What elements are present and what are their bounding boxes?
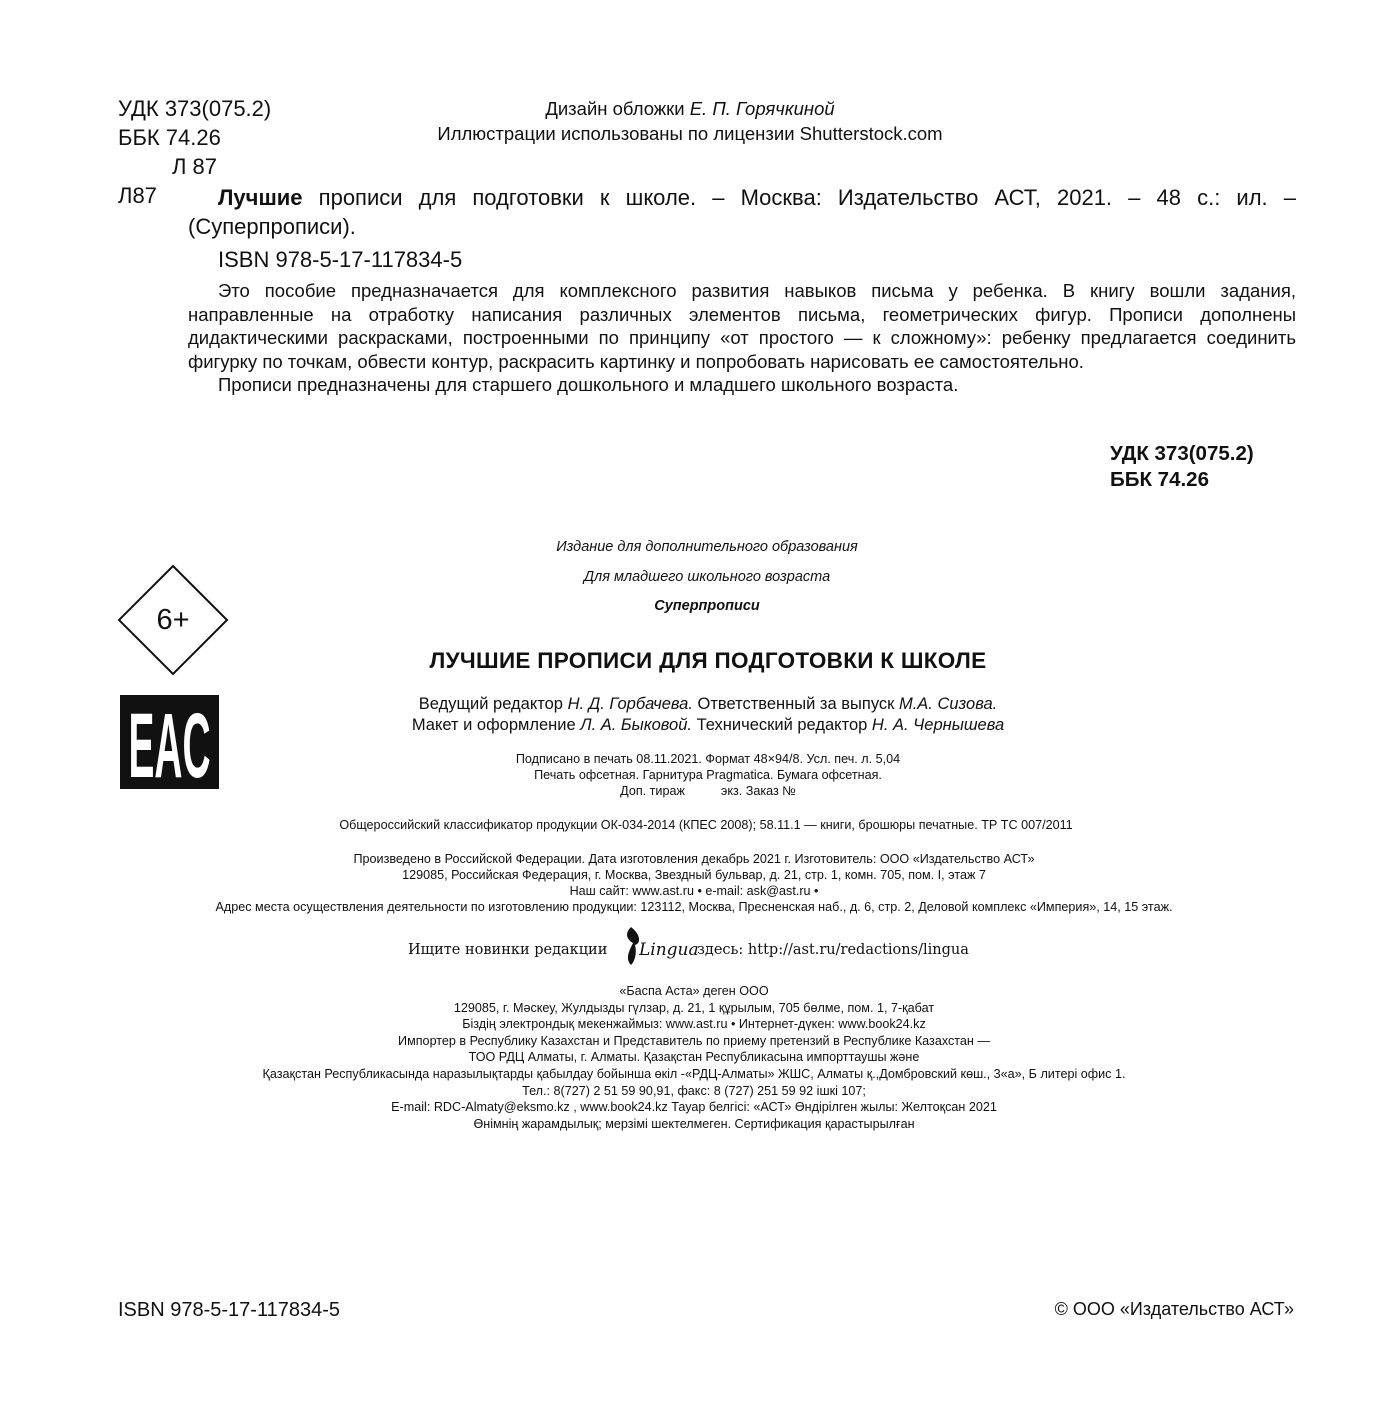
kz-line-3: Біздің электрондық мекенжаймыз: www.ast.ru • Интернет-дүкен: www.book24.kz xyxy=(462,1017,926,1032)
cover-design-label: Дизайн обложки xyxy=(545,98,685,119)
editors-line-2 xyxy=(300,715,1116,736)
series-name: Суперпрописи xyxy=(654,598,760,614)
edition-purpose: Издание для дополнительного образования xyxy=(556,539,858,555)
extra-print-run: Доп. тираж xyxy=(620,784,685,798)
print-info-line-1: Подписано в печать 08.11.2021. Формат 48×94/8. Усл. печ. л. 5,04 xyxy=(515,752,901,766)
kz-line-1: «Баспа Аста» деген ООО xyxy=(619,984,769,998)
order-number: экз. Заказ № xyxy=(720,784,796,798)
kz-line-5: ТОО РДЦ Алматы, г. Алматы. Қазақстан Республикасына импорттаушы және xyxy=(468,1050,920,1065)
responsible-name: М.А. Сизова. xyxy=(898,695,998,713)
lingua-logo-icon xyxy=(619,921,699,969)
cover-designer-name: Е. П. Горячкиной xyxy=(689,98,835,119)
producer-line-3: Наш сайт: www.ast.ru • e-mail: ask@ast.ru • xyxy=(569,884,819,898)
responsible-label: Ответственный за выпуск xyxy=(697,695,895,713)
book-title-bold: Лучшие xyxy=(218,185,303,210)
editors-block xyxy=(300,694,1116,736)
producer-info xyxy=(40,851,1348,915)
eac-certification-logo-icon xyxy=(120,695,219,797)
product-classifier: Общероссийский классификатор продукции ОК-034-2014 (КПЕС 2008); 58.11.1 — книги, брошюры печатные. ТР ТС 007/2011 xyxy=(339,818,1073,832)
lingua-prefix: Ищите новинки редакции xyxy=(408,942,608,958)
cover-credits xyxy=(400,96,980,146)
book-title: ЛУЧШИЕ ПРОПИСИ ДЛЯ ПОДГОТОВКИ К ШКОЛЕ xyxy=(429,648,987,673)
kz-line-7: Тел.: 8(727) 2 51 59 90,91, факс: 8 (727) 251 59 92 ішкі 107; xyxy=(522,1083,866,1098)
edition-audience: Для младшего школьного возраста xyxy=(583,569,831,585)
author-sign: Л 87 xyxy=(172,154,218,179)
layout-name: Л. А. Быковой. xyxy=(580,716,692,734)
cover-design-line xyxy=(400,96,980,121)
annotation-paragraph-2: Прописи предназначены для старшего дошкольного и младшего школьного возраста. xyxy=(218,374,959,396)
kz-line-8: E-mail: RDC-Almaty@eksmo.kz , www.book24.kz Тауар белгісі: «АСТ» Өндірілген жылы: Желтоқсан 2021 xyxy=(391,1100,997,1115)
annotation xyxy=(188,279,1296,397)
eac-logo-letters: EAC xyxy=(128,695,211,797)
udk-block-top xyxy=(118,94,271,181)
bbk-code-right: ББК 74.26 xyxy=(1110,468,1209,491)
kazakhstan-info xyxy=(40,983,1348,1132)
kz-line-4: Импортер в Республику Казахстан и Представитель по приему претензий в Республике Казахстан — xyxy=(398,1033,990,1048)
udk-block-right xyxy=(1110,441,1254,493)
lead-editor-label: Ведущий редактор xyxy=(418,695,563,713)
kz-line-9: Өнімнің жарамдылық; мерзімі шектелмеген. Сертификация қарастырылған xyxy=(473,1116,915,1131)
layout-label: Макет и оформление xyxy=(411,716,576,734)
catalog-isbn: ISBN 978-5-17-117834-5 xyxy=(218,247,463,272)
age-rating: 6+ xyxy=(156,604,190,636)
kz-line-2: 129085, г. Мәскеу, Жулдызды гүлзар, д. 21, 1 құрылым, 705 бөлме, пом. 1, 7-қабат xyxy=(453,1000,935,1015)
tech-editor-label: Технический редактор xyxy=(696,716,868,734)
udk-code: УДК 373(075.2) xyxy=(118,96,272,121)
illustrations-license: Иллюстрации использованы по лицензии Shutterstock.com xyxy=(437,123,943,144)
udk-code-right: УДК 373(075.2) xyxy=(1110,442,1254,465)
catalog-description-paragraph xyxy=(188,183,1296,241)
print-info-line-3 xyxy=(300,783,1116,799)
footer-isbn: ISBN 978-5-17-117834-5 xyxy=(118,1299,340,1321)
producer-line-4: Адрес места осуществления деятельности по изготовлению продукции: 123112, Москва, Пресненская наб., д. 6, стр. 2, Деловой комплекс «Империя», 14, 15 этаж. xyxy=(215,900,1173,914)
catalog-description: прописи для подготовки к школе. – Москва: Издательство АСТ, 2021. – 48 с.: ил. – (Суперпрописи). xyxy=(188,185,1297,239)
kz-line-6: Қазақстан Республикасында наразылықтарды қабылдау бойынша өкіл -«РДЦ-Алматы» ЖШС, Алматы қ.,Домбровский көш., 3«а», Б литерi офис 1. xyxy=(262,1066,1126,1081)
catalog-code: Л87 xyxy=(118,183,157,208)
footer-copyright: © ООО «Издательство АСТ» xyxy=(1054,1299,1294,1319)
print-info xyxy=(300,751,1116,799)
producer-line-1: Произведено в Российской Федерации. Дата изготовления декабрь 2021 г. Изготовитель: ООО «Издательство АСТ» xyxy=(353,852,1035,866)
producer-line-2: 129085, Российская Федерация, г. Москва, Звездный бульвар, д. 21, стр. 1, комн. 705, пом. I, этаж 7 xyxy=(402,868,986,882)
tech-editor-name: Н. А. Чернышева xyxy=(871,716,1005,734)
bbk-code: ББК 74.26 xyxy=(118,125,221,150)
editors-line-1 xyxy=(300,694,1116,715)
catalog-entry xyxy=(188,183,1296,274)
annotation-paragraph-1: Это пособие предназначается для комплексного развития навыков письма у ребенка. В книгу вошли задания, направленные на отработку написания различных элементов письма, геометрических фигур. Прописи дополнены дидактическими раскрасками, построенными по принципу «от простого — к сложному»: ребенку предлагается соединить фигурку по точкам, обвести контур, раскрасить картинку и попробовать нарисовать ее самостоятельно. xyxy=(188,280,1296,372)
lingua-logo-text: Lingua xyxy=(639,940,699,960)
print-info-line-2: Печать офсетная. Гарнитура Pragmatica. Бумага офсетная. xyxy=(534,768,882,782)
lead-editor-name: Н. Д. Горбачева. xyxy=(567,695,693,713)
lingua-suffix: здесь: http://ast.ru/redactions/lingua xyxy=(697,942,969,958)
